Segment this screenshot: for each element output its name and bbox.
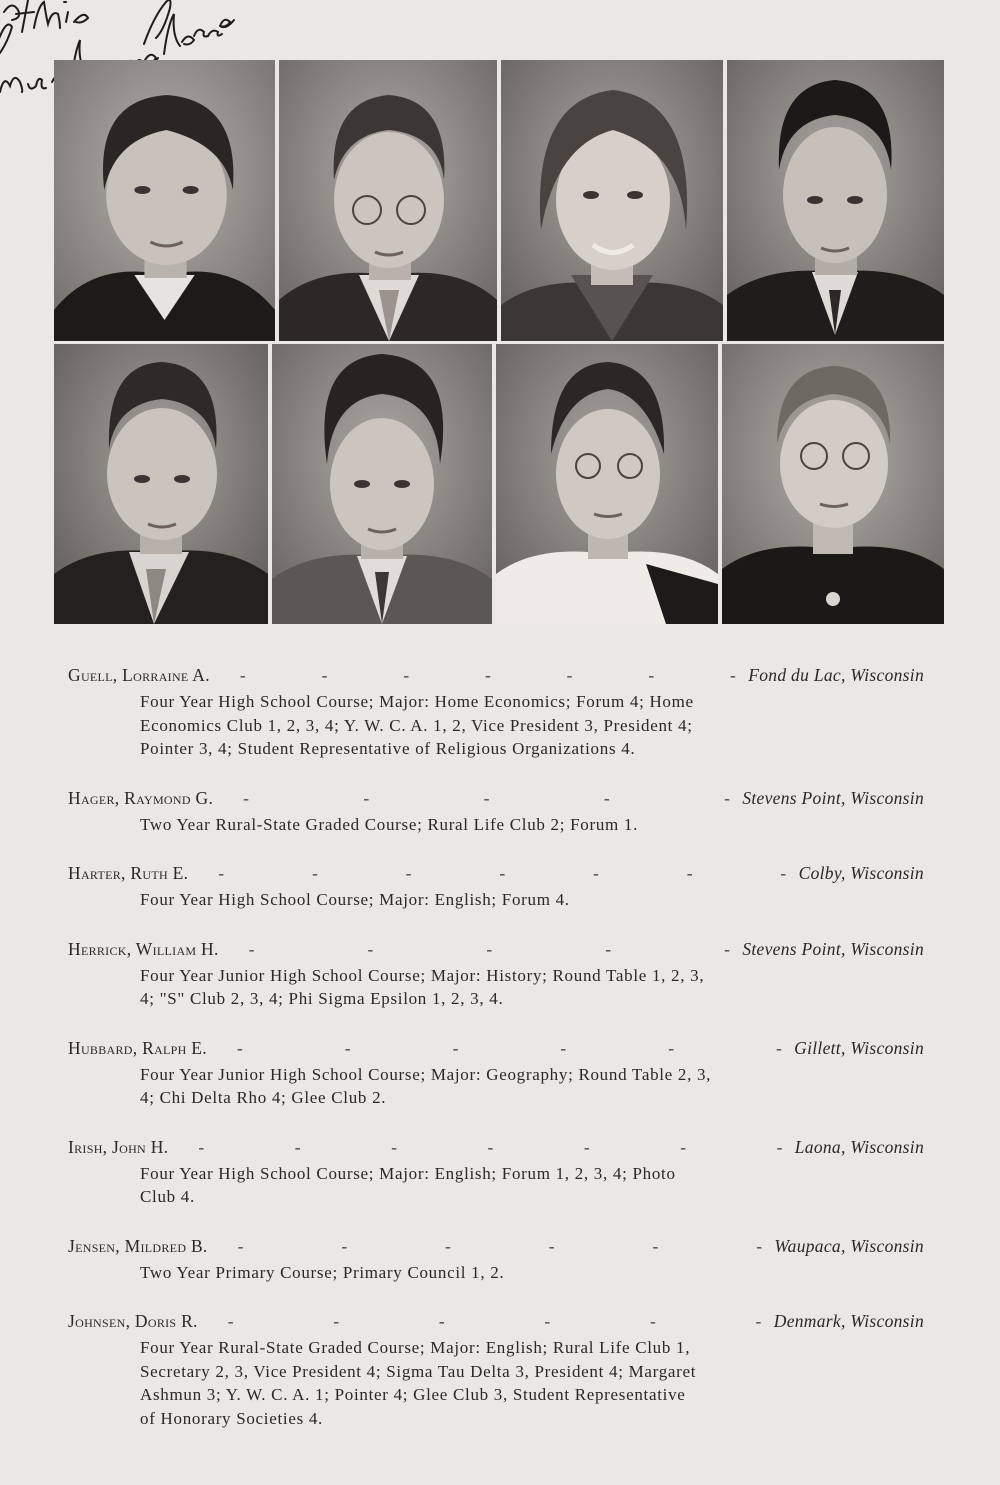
leader-dashes: - - - - - - - bbox=[239, 665, 737, 685]
student-activities bbox=[140, 964, 852, 1011]
portrait-row-2 bbox=[54, 344, 944, 624]
student-hometown: Stevens Point, Wisconsin bbox=[742, 938, 924, 959]
student-entry bbox=[68, 665, 924, 761]
activity-line: 4; Chi Delta Rho 4; Glee Club 2. bbox=[140, 1088, 387, 1107]
student-activities bbox=[140, 813, 852, 837]
entry-heading bbox=[68, 939, 924, 964]
activity-line: Secretary 2, 3, Vice President 4; Sigma Tau Delta 3, President 4; Margaret bbox=[140, 1361, 697, 1381]
leader-dashes: - - - - - - bbox=[236, 1037, 783, 1058]
student-entry bbox=[68, 863, 924, 912]
student-entry bbox=[68, 939, 924, 1011]
student-entry bbox=[68, 788, 924, 837]
student-name: Harter, Ruth E. bbox=[68, 863, 189, 883]
student-name: Herrick, William H. bbox=[68, 938, 219, 959]
leader-dashes: - - - - - - bbox=[227, 1311, 762, 1331]
portrait-photo bbox=[54, 60, 275, 341]
activity-line: Four Year Junior High School Course; Major: Geography; Round Table 2, 3, bbox=[140, 1064, 712, 1084]
activity-line: Club 4. bbox=[140, 1187, 195, 1206]
entry-heading bbox=[68, 788, 924, 813]
leader-dashes: - - - - - bbox=[243, 787, 731, 808]
portrait-photo bbox=[496, 344, 718, 624]
student-activities bbox=[140, 1261, 852, 1285]
activity-line: Four Year High School Course; Major: English; Forum 1, 2, 3, 4; Photo bbox=[140, 1163, 676, 1183]
portrait-row-1 bbox=[54, 60, 944, 341]
activity-line: Four Year High School Course; Major: English; Forum 4. bbox=[140, 890, 570, 909]
student-hometown: Fond du Lac, Wisconsin bbox=[748, 665, 924, 685]
leader-dashes: - - - - - - - bbox=[218, 863, 787, 883]
activity-line: Economics Club 1, 2, 3, 4; Y. W. C. A. 1, 2, Vice President 3, President 4; bbox=[140, 715, 693, 735]
entry-heading bbox=[68, 665, 924, 690]
activity-line: Ashmun 3; Y. W. C. A. 1; Pointer 4; Glee Club 3, Student Representative bbox=[140, 1385, 686, 1404]
leader-dashes: - - - - - - bbox=[237, 1235, 763, 1256]
student-name: Johnsen, Doris R. bbox=[68, 1311, 198, 1331]
activity-line: Four Year Junior High School Course; Major: History; Round Table 1, 2, 3, bbox=[140, 965, 705, 985]
leader-dashes: - - - - - - - bbox=[198, 1136, 783, 1157]
student-activities bbox=[140, 1063, 852, 1110]
student-hometown: Colby, Wisconsin bbox=[798, 863, 924, 883]
student-activities bbox=[140, 888, 852, 912]
entry-heading bbox=[68, 1236, 924, 1261]
student-entry bbox=[68, 1038, 924, 1110]
activity-line: of Honorary Societies 4. bbox=[140, 1408, 323, 1428]
entry-heading bbox=[68, 1311, 924, 1336]
student-entry bbox=[68, 1137, 924, 1209]
student-activities bbox=[140, 1162, 852, 1209]
entry-heading bbox=[68, 863, 924, 888]
student-hometown: Laona, Wisconsin bbox=[794, 1136, 924, 1157]
leader-dashes: - - - - - bbox=[248, 938, 731, 959]
student-hometown: Waupaca, Wisconsin bbox=[774, 1235, 924, 1256]
student-name: Hubbard, Ralph E. bbox=[68, 1037, 207, 1058]
entry-heading bbox=[68, 1038, 924, 1063]
student-entry bbox=[68, 1236, 924, 1285]
activity-line: Two Year Rural-State Graded Course; Rural Life Club 2; Forum 1. bbox=[140, 814, 639, 834]
portrait-photo bbox=[722, 344, 944, 624]
portrait-photo bbox=[54, 344, 268, 624]
activity-line: Four Year Rural-State Graded Course; Major: English; Rural Life Club 1, bbox=[140, 1338, 691, 1357]
portrait-photo bbox=[501, 60, 723, 341]
student-activities bbox=[140, 690, 852, 761]
student-hometown: Gillett, Wisconsin bbox=[794, 1037, 924, 1058]
student-hometown: Stevens Point, Wisconsin bbox=[742, 787, 924, 808]
portrait-photo bbox=[279, 60, 497, 341]
student-activities bbox=[140, 1336, 852, 1430]
student-name: Jensen, Mildred B. bbox=[68, 1235, 208, 1256]
portrait-photo bbox=[727, 60, 944, 341]
activity-line: 4; "S" Club 2, 3, 4; Phi Sigma Epsilon 1, 2, 3, 4. bbox=[140, 989, 504, 1008]
activity-line: Four Year High School Course; Major: Home Economics; Forum 4; Home bbox=[140, 692, 694, 711]
student-entries bbox=[68, 665, 924, 1457]
activity-line: Two Year Primary Course; Primary Council 1, 2. bbox=[140, 1262, 505, 1282]
student-name: Irish, John H. bbox=[68, 1136, 169, 1157]
student-entry bbox=[68, 1311, 924, 1430]
student-name: Hager, Raymond G. bbox=[68, 787, 214, 808]
entry-heading bbox=[68, 1137, 924, 1162]
portrait-photo bbox=[272, 344, 492, 624]
student-hometown: Denmark, Wisconsin bbox=[773, 1311, 924, 1331]
student-name: Guell, Lorraine A. bbox=[68, 665, 210, 685]
activity-line: Pointer 3, 4; Student Representative of Religious Organizations 4. bbox=[140, 739, 636, 758]
